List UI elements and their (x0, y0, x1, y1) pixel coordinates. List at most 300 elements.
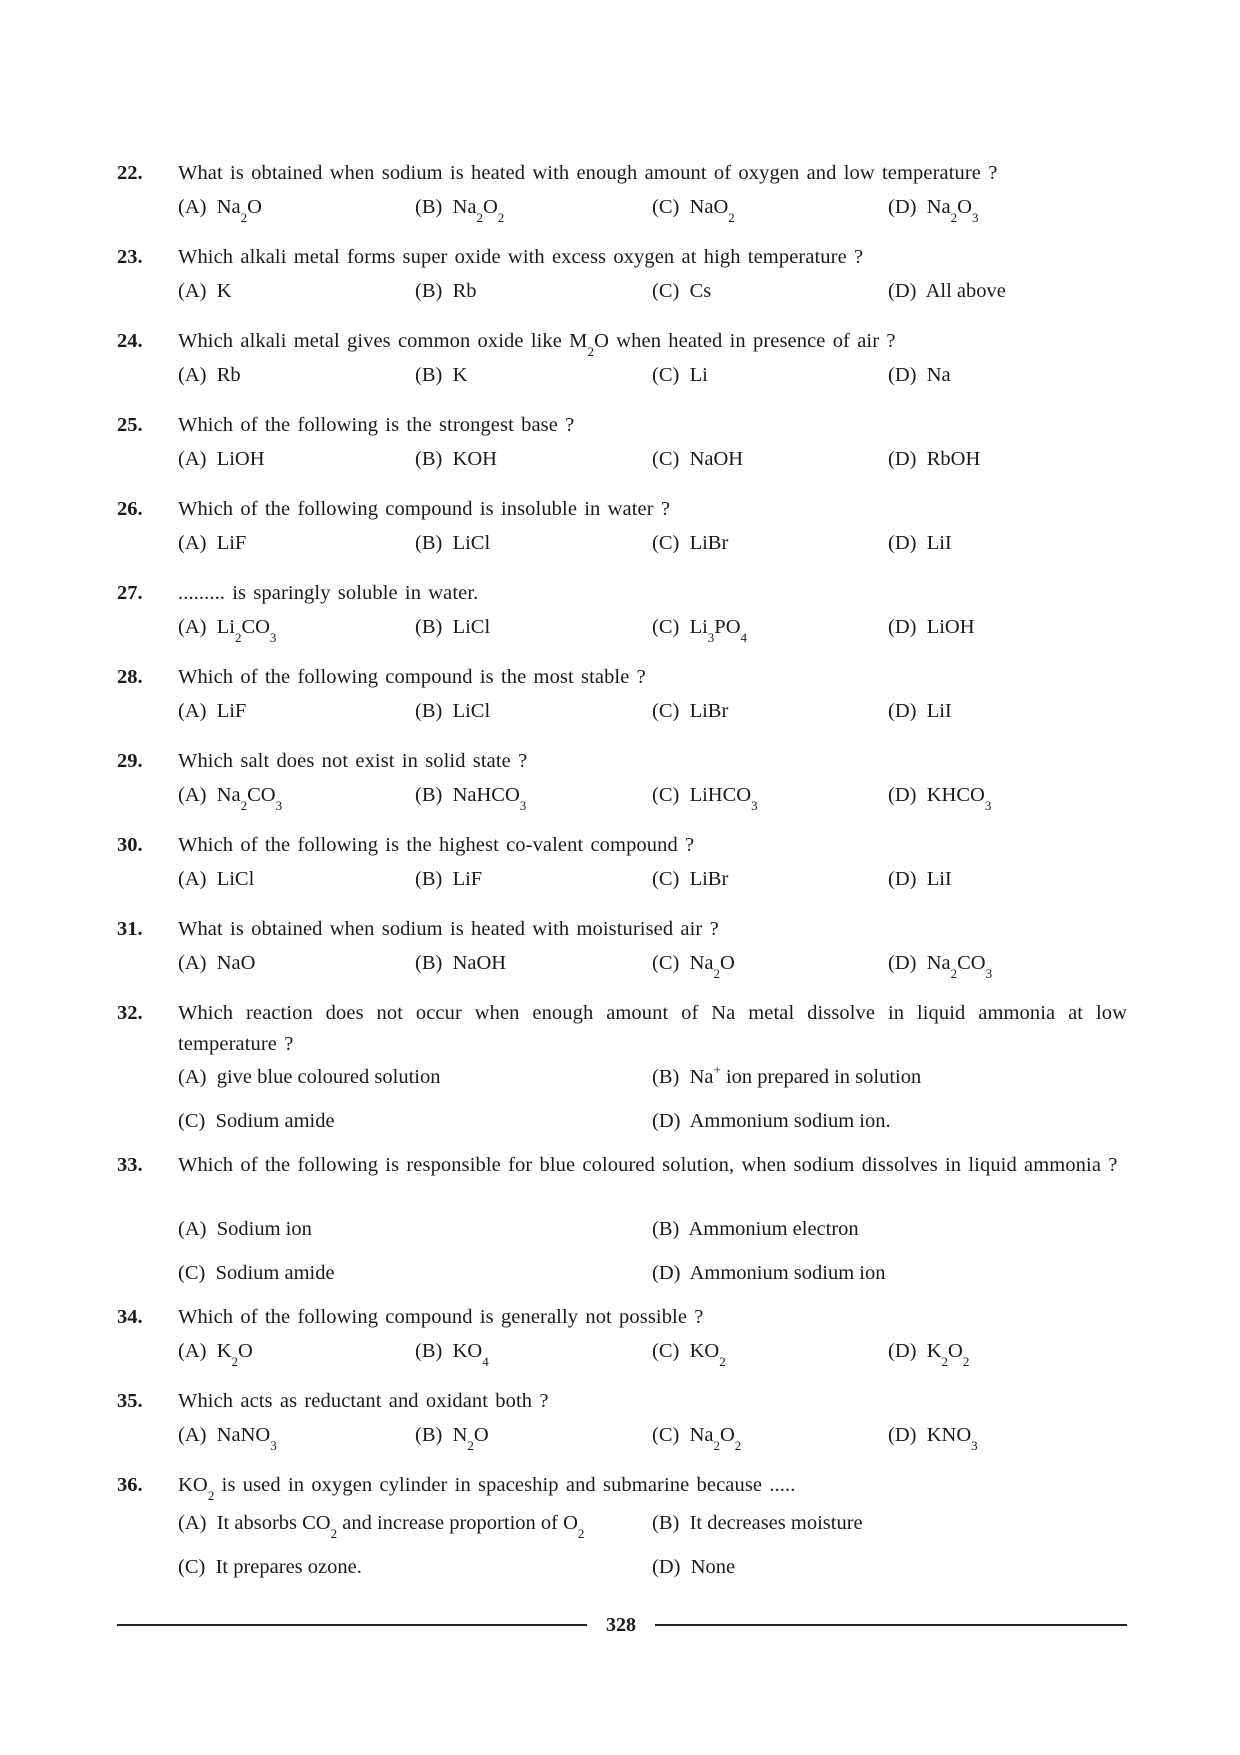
option-value (217, 364, 241, 386)
question-number: 31. (117, 918, 143, 940)
question-23 (117, 244, 1127, 310)
option-value (690, 1110, 891, 1132)
subscript: 2 (941, 1354, 949, 1369)
text-run: CO (957, 952, 986, 974)
option-label: (C) (652, 364, 680, 386)
option-value (453, 280, 477, 302)
question-number: 23. (117, 246, 143, 268)
option-a (178, 1218, 312, 1241)
question-number: 34. (117, 1306, 143, 1328)
option-label: (C) (652, 196, 680, 218)
question-text: Which salt does not exist in solid state ? (178, 750, 528, 772)
subscript: 2 (950, 210, 958, 225)
option-c (652, 784, 758, 813)
option-value (691, 1556, 735, 1578)
option-value (689, 1424, 742, 1453)
text-run: KO (178, 1474, 208, 1496)
text-run: K (216, 280, 232, 302)
option-label: (D) (888, 952, 917, 974)
page-number: 328 (606, 1614, 636, 1636)
option-label: (B) (415, 952, 443, 974)
option-c (652, 616, 748, 645)
option-label: (D) (888, 1424, 917, 1446)
option-d (888, 616, 975, 639)
option-value (926, 1340, 970, 1369)
text-run: is used in oxygen cylinder in spaceship and submarine because ..... (214, 1474, 796, 1496)
text-run: give blue coloured solution (216, 1066, 441, 1088)
question-27 (117, 580, 1127, 646)
text-run: KNO (926, 1424, 972, 1446)
option-label: (D) (652, 1262, 681, 1284)
text-run: Sodium amide (215, 1110, 335, 1132)
options-row (117, 1110, 1127, 1140)
text-run: Na (216, 784, 241, 806)
question-text: Which alkali metal forms super oxide with excess oxygen at high temperature ? (178, 246, 864, 268)
option-c (178, 1556, 362, 1579)
question-text: What is obtained when sodium is heated with moisturised air ? (178, 918, 719, 940)
text-run: KOH (452, 448, 497, 470)
option-value (453, 952, 507, 974)
option-value (927, 364, 951, 386)
subscript: 3 (971, 1438, 978, 1453)
option-value (927, 868, 952, 890)
option-label: (C) (652, 448, 680, 470)
option-label: (B) (652, 1512, 680, 1534)
option-d (888, 952, 993, 981)
option-value (689, 616, 748, 645)
options-row (117, 784, 1127, 814)
option-a (178, 784, 283, 813)
option-value (690, 364, 708, 386)
option-b (415, 196, 505, 225)
option-b (415, 1424, 489, 1453)
text-run: O (238, 1340, 253, 1362)
option-c (652, 196, 735, 225)
subscript: 2 (950, 966, 958, 981)
option-label: (B) (415, 196, 443, 218)
subscript: 3 (984, 798, 992, 813)
option-c (652, 700, 728, 723)
option-value (690, 532, 729, 554)
option-label: (A) (178, 952, 207, 974)
option-value (453, 700, 491, 722)
options-row (117, 1062, 1127, 1096)
option-value (217, 868, 255, 890)
text-run: It prepares ozone. (215, 1556, 362, 1578)
question-32 (117, 1000, 1127, 1140)
option-label: (B) (652, 1066, 680, 1088)
text-run: LiCl (452, 616, 491, 638)
option-value (217, 952, 256, 974)
option-value (453, 532, 491, 554)
option-value (217, 1218, 312, 1240)
option-label: (A) (178, 364, 207, 386)
option-value (690, 700, 729, 722)
option-a (178, 1424, 277, 1453)
option-value (217, 280, 232, 302)
option-c (652, 532, 728, 555)
option-label: (C) (652, 784, 680, 806)
text-run: Na (689, 952, 714, 974)
text-run: LiBr (689, 868, 729, 890)
option-label: (A) (178, 280, 207, 302)
option-label: (B) (415, 616, 443, 638)
text-run: LiHCO (689, 784, 752, 806)
question-number: 26. (117, 498, 143, 520)
option-b (415, 1340, 489, 1369)
text-run: Na (926, 952, 951, 974)
option-c (652, 868, 728, 891)
text-run: Sodium ion (216, 1218, 312, 1240)
text-run: LiBr (689, 532, 729, 554)
text-run: O (482, 196, 498, 218)
option-label: (C) (652, 616, 680, 638)
text-run: All above (925, 280, 1006, 302)
option-a (178, 448, 265, 471)
text-run: Ammonium sodium ion (689, 1262, 886, 1284)
option-value (452, 1340, 489, 1369)
options-row (117, 1340, 1127, 1370)
option-value (452, 1424, 489, 1453)
option-b (415, 532, 490, 555)
option-c (652, 1340, 726, 1369)
text-run: O (247, 196, 262, 218)
text-run: K (452, 364, 468, 386)
text-run: LiCl (452, 700, 491, 722)
option-c (652, 1424, 742, 1453)
option-value (688, 1218, 858, 1240)
option-value (689, 784, 758, 813)
question-33 (117, 1152, 1127, 1292)
options-row (117, 1556, 1127, 1586)
option-label: (B) (415, 700, 443, 722)
text-run: Li (689, 364, 708, 386)
option-b (415, 448, 497, 471)
option-label: (A) (178, 1512, 207, 1534)
text-run: Li (689, 616, 708, 638)
option-value (217, 700, 247, 722)
subscript: 3 (269, 630, 277, 645)
text-run: O (473, 1424, 489, 1446)
option-value (690, 1262, 886, 1284)
text-run: NaOH (689, 448, 744, 470)
text-run: RbOH (926, 448, 981, 470)
text-run: K (216, 1340, 232, 1362)
options-row (117, 616, 1127, 646)
text-run: LiF (216, 532, 247, 554)
text-run: O when heated in presence of air ? (594, 330, 896, 352)
option-a (178, 532, 246, 555)
option-value (690, 1512, 863, 1534)
question-number: 27. (117, 582, 143, 604)
subscript: 3 (985, 966, 993, 981)
option-d (888, 784, 992, 813)
option-value (690, 448, 744, 470)
option-label: (C) (652, 1340, 680, 1362)
option-label: (A) (178, 1066, 207, 1088)
question-number: 25. (117, 414, 143, 436)
options-row (117, 952, 1127, 982)
text-run: It decreases moisture (689, 1512, 863, 1534)
text-run: LiCl (452, 532, 491, 554)
option-value (452, 784, 527, 813)
question-number: 36. (117, 1474, 143, 1496)
question-24 (117, 328, 1127, 394)
subscript: 2 (476, 210, 483, 225)
options-row (117, 868, 1127, 898)
text-run: NaOH (452, 952, 507, 974)
option-label: (D) (888, 532, 917, 554)
option-label: (C) (178, 1262, 206, 1284)
text-run: Rb (452, 280, 477, 302)
subscript: 4 (482, 1354, 489, 1369)
option-d (652, 1262, 886, 1285)
question-26 (117, 496, 1127, 562)
text-run: LiF (452, 868, 483, 890)
option-a (178, 1066, 440, 1089)
option-label: (C) (652, 868, 680, 890)
option-b (415, 616, 490, 639)
question-34 (117, 1304, 1127, 1370)
option-b (415, 280, 477, 303)
option-label: (D) (652, 1110, 681, 1132)
question-text: ......... is sparingly soluble in water. (178, 582, 479, 604)
question-text: Which of the following compound is generally not possible ? (178, 1306, 704, 1328)
subscript: 2 (728, 210, 735, 225)
options-row (117, 1218, 1127, 1248)
option-label: (C) (652, 700, 680, 722)
subscript: 2 (467, 1438, 474, 1453)
question-text: Which of the following is the highest co-valent compound ? (178, 834, 695, 856)
option-b (652, 1062, 922, 1089)
option-label: (D) (888, 1340, 917, 1362)
option-value (689, 1340, 726, 1369)
subscript: 2 (231, 1354, 239, 1369)
option-value (216, 196, 262, 225)
subscript: 3 (971, 210, 979, 225)
subscript: 2 (330, 1526, 338, 1541)
text-run: LiCl (216, 868, 255, 890)
text-run: NaNO (216, 1424, 271, 1446)
option-c (652, 952, 735, 981)
option-c (178, 1262, 335, 1285)
option-b (652, 1512, 863, 1535)
question-text: Which reaction does not occur when enough amount of Na metal dissolve in liquid ammonia at low temperature ? (178, 1002, 1127, 1055)
option-label: (C) (652, 280, 680, 302)
option-value (452, 196, 505, 225)
subscript: 3 (751, 798, 758, 813)
option-d (652, 1556, 735, 1579)
option-label: (D) (888, 196, 917, 218)
option-value (927, 700, 952, 722)
text-run: Ammonium sodium ion. (689, 1110, 891, 1132)
question-text: Which of the following is the strongest base ? (178, 414, 575, 436)
subscript: 2 (713, 1438, 720, 1453)
option-label: (A) (178, 700, 207, 722)
subscript: 4 (740, 630, 748, 645)
question-22 (117, 160, 1127, 226)
superscript: + (713, 1062, 721, 1077)
text-run: Cs (689, 280, 712, 302)
text-run: Na (689, 1424, 714, 1446)
option-value (926, 952, 993, 981)
text-run: PO (714, 616, 741, 638)
text-run: CO (241, 616, 270, 638)
option-value (689, 196, 735, 225)
text-run: Na (216, 196, 241, 218)
options-row (117, 532, 1127, 562)
footer-rule-left (117, 1624, 587, 1626)
option-label: (B) (415, 364, 443, 386)
option-c (178, 1110, 335, 1133)
option-value (217, 448, 265, 470)
question-number: 29. (117, 750, 143, 772)
question-text: Which of the following is responsible for blue coloured solution, when sodium dissolves in liquid ammonia ? (178, 1154, 1118, 1176)
option-label: (B) (415, 448, 443, 470)
option-b (415, 784, 527, 813)
question-number: 32. (117, 1002, 143, 1024)
option-label: (D) (888, 448, 917, 470)
option-label: (B) (652, 1218, 680, 1240)
option-label: (B) (415, 280, 443, 302)
option-value (926, 784, 992, 813)
option-value (690, 868, 729, 890)
question-number: 28. (117, 666, 143, 688)
option-value (216, 1512, 585, 1541)
option-value (217, 532, 247, 554)
option-b (415, 952, 506, 975)
option-d (888, 1424, 978, 1453)
option-value (927, 532, 952, 554)
option-c (652, 364, 708, 387)
text-run: O (719, 1424, 735, 1446)
text-run: LiI (926, 700, 952, 722)
question-28 (117, 664, 1127, 730)
option-label: (B) (415, 1424, 443, 1446)
option-value (689, 952, 735, 981)
question-31 (117, 916, 1127, 982)
option-value (217, 1066, 441, 1088)
option-label: (C) (652, 532, 680, 554)
options-row (117, 280, 1127, 310)
options-row (117, 1424, 1127, 1454)
text-run: NaO (689, 196, 729, 218)
option-label: (C) (652, 1424, 680, 1446)
text-run: Which alkali metal gives common oxide like M (178, 330, 588, 352)
subscript: 2 (240, 210, 248, 225)
option-label: (A) (178, 196, 207, 218)
page-footer (117, 1610, 1127, 1640)
text-run: LiI (926, 532, 952, 554)
option-value (927, 616, 975, 638)
option-b (415, 868, 482, 891)
text-run: NaHCO (452, 784, 520, 806)
subscript: 2 (962, 1354, 970, 1369)
text-run: Ammonium electron (688, 1218, 859, 1240)
text-run: N (452, 1424, 468, 1446)
option-label: (A) (178, 868, 207, 890)
question-number: 24. (117, 330, 143, 352)
text-run: LiI (926, 868, 952, 890)
text-run: None (690, 1556, 736, 1578)
option-label: (B) (415, 784, 443, 806)
option-value (216, 1340, 253, 1369)
text-run: NaO (216, 952, 256, 974)
text-run: Li (216, 616, 235, 638)
question-29 (117, 748, 1127, 814)
option-value (927, 448, 981, 470)
option-value (453, 616, 491, 638)
question-number: 30. (117, 834, 143, 856)
question-36 (117, 1472, 1127, 1586)
option-b (415, 700, 490, 723)
subscript: 2 (587, 344, 595, 359)
option-label: (A) (178, 1424, 207, 1446)
option-label: (D) (888, 616, 917, 638)
question-30 (117, 832, 1127, 898)
option-label: (C) (178, 1110, 206, 1132)
option-value (690, 280, 712, 302)
question-number: 33. (117, 1154, 143, 1176)
option-a (178, 868, 254, 891)
text-run: Na (926, 364, 951, 386)
subscript: 2 (719, 1354, 726, 1369)
text-run: Na (689, 1066, 714, 1088)
option-label: (A) (178, 532, 207, 554)
option-d (888, 532, 952, 555)
option-label: (A) (178, 784, 207, 806)
subscript: 2 (207, 1488, 215, 1503)
text-run: K (926, 1340, 942, 1362)
option-c (652, 448, 743, 471)
option-value (216, 616, 277, 645)
option-value (453, 868, 483, 890)
option-label: (D) (888, 700, 917, 722)
text-run: and increase proportion of O (337, 1512, 578, 1534)
question-number: 22. (117, 162, 143, 184)
text-run: LiBr (689, 700, 729, 722)
text-run: O (957, 196, 972, 218)
option-label: (D) (652, 1556, 681, 1578)
question-text (178, 1472, 1127, 1503)
option-label: (D) (888, 784, 917, 806)
question-text: Which acts as reductant and oxidant both ? (178, 1390, 549, 1412)
option-d (652, 1110, 891, 1133)
text-run: Na (452, 196, 477, 218)
text-run: CO (247, 784, 276, 806)
question-text: What is obtained when sodium is heated with enough amount of oxygen and low temperature ? (178, 162, 998, 184)
text-run: ion prepared in solution (720, 1066, 922, 1088)
option-a (178, 280, 232, 303)
options-row (117, 1512, 1127, 1542)
option-label: (A) (178, 1340, 207, 1362)
options-row (117, 448, 1127, 478)
subscript: 2 (734, 1438, 742, 1453)
option-d (888, 1340, 970, 1369)
text-run: Rb (216, 364, 241, 386)
option-value (453, 448, 497, 470)
option-label: (D) (888, 280, 917, 302)
options-row (117, 1262, 1127, 1292)
options-row (117, 700, 1127, 730)
option-label: (A) (178, 448, 207, 470)
option-value (453, 364, 468, 386)
option-d (888, 196, 979, 225)
option-label: (B) (415, 868, 443, 890)
footer-rule-right (655, 1624, 1127, 1626)
subscript: 3 (519, 798, 527, 813)
question-number: 35. (117, 1390, 143, 1412)
